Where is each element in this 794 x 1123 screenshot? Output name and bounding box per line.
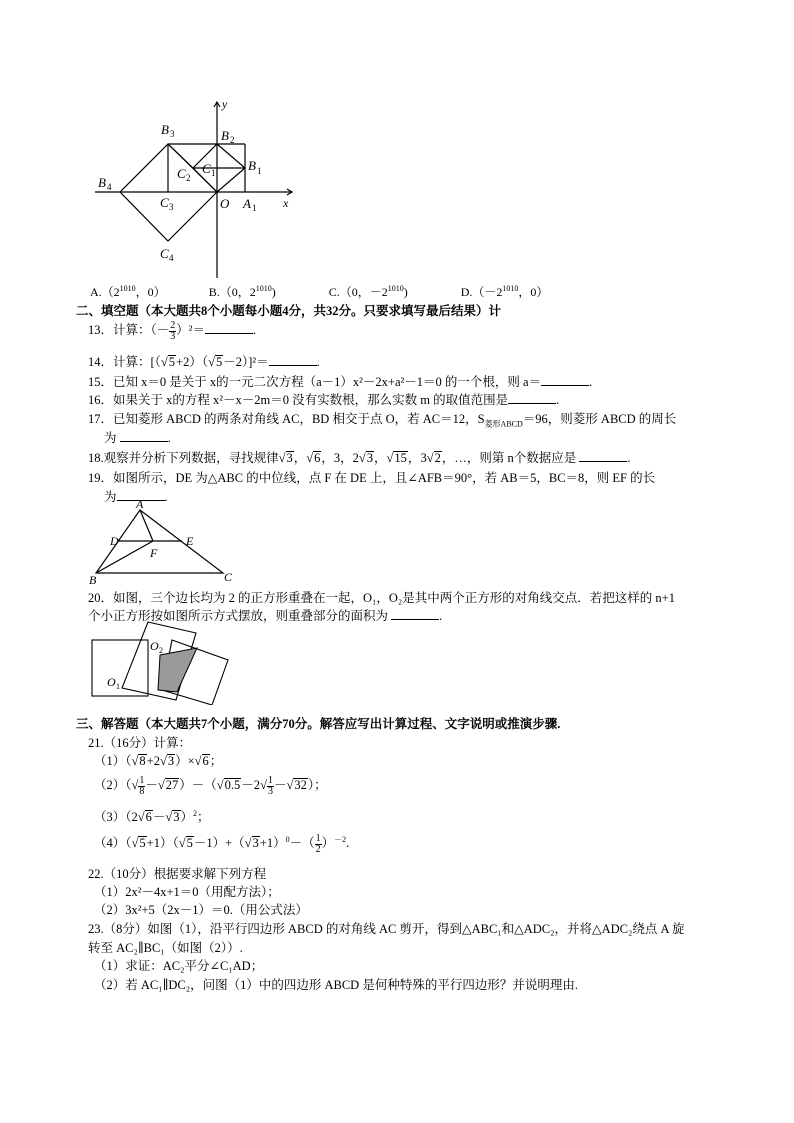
question-22: 22.（10分）根据要求解下列方程 [88,867,267,881]
svg-text:C: C [160,195,169,210]
answer-blank[interactable] [205,323,253,334]
figure-coordinate-squares [90,92,300,282]
svg-text:4: 4 [107,182,112,192]
question-19: 19．如图所示，DE 为△ABC 的中位线，点 F 在 DE 上，且∠AFB＝90°，若 AB＝5，BC＝8，则 EF 的长 [88,471,656,485]
q21-part3: $(3)(2√6-√3)^2$； [94,808,210,824]
answer-blank[interactable] [541,375,589,386]
svg-text:2: 2 [159,646,163,655]
svg-text:4: 4 [169,253,174,263]
svg-text:B: B [248,158,256,173]
figure-overlapping-squares [88,620,238,705]
svg-text:O: O [150,639,159,653]
option-a: $A.(2^{1010}$，0） [90,284,166,299]
question-23-line2: 转至 AC₂∥BC₁（如图（2））. [88,941,243,955]
svg-text:A: A [243,196,251,211]
svg-text:O: O [107,675,116,689]
svg-text:C: C [224,570,233,584]
figure-triangle [88,498,238,588]
option-b: B.（0，$2^{1010}$) [208,284,276,299]
q23-part1: （1）求证：AC₂平分∠C₁AD； [94,959,264,973]
svg-text:D: D [110,534,119,548]
question-16: 16．如果关于 x的方程 x²－x－2m＝0 没有实数根，那么实数 m 的取值范围是 . [88,393,560,407]
svg-text:1: 1 [257,166,262,176]
svg-text:B: B [98,175,106,190]
svg-text:C: C [202,161,211,176]
option-d: $D.(-2^{1010}$，0） [460,284,549,299]
svg-text:B: B [89,573,97,587]
answer-blank[interactable] [579,451,627,462]
question-23: 23.（8分）如图（1），沿平行四边形 ABCD 的对角线 AC 剪开，得到△ABC₁和△ADC₂，并将△ADC₂绕点 A 旋 [88,922,685,936]
q12-options [90,283,548,300]
answer-blank[interactable] [391,609,439,620]
svg-text:A: A [136,498,144,511]
answer-blank[interactable] [269,355,317,366]
answer-blank[interactable] [120,431,168,442]
svg-text:C: C [160,246,169,261]
svg-text:C: C [177,166,186,181]
svg-text:3: 3 [169,202,174,212]
q23-part2: （2）若 AC₁∥DC₂，问图（1）中的四边形 ABCD 是何种特殊的平行四边形？并说明理由. [94,978,578,992]
question-20: 20．如图，三个边长均为 2 的正方形重叠在一起，O₁，O₂是其中两个正方形的对角线交点．若把这样的 n+1 [88,591,675,605]
question-14: 14．计算：[（√5+2）（√5－2）]²＝ . [88,355,320,369]
q21-part2: （2）（√ $\frac{1}{8}$ －√27）－（√0.5－2√ $\frac{1}{3}$ －√32）； [94,774,327,797]
answer-blank[interactable] [508,393,556,404]
question-13: 13．计算：（－ $\frac{2}{3}$ ）²＝ . [88,319,257,342]
question-18: 18.观察并分析下列数据，寻找规律√3，√6，3，2√3，√15，3√2，…，则第 n个数据应是 . [88,451,631,465]
svg-text:F: F [150,546,158,560]
question-19-line2: 为 . [104,490,168,504]
svg-text:1: 1 [252,203,257,213]
question-21: 21.（16分）计算： [88,736,192,750]
svg-text:3: 3 [170,129,175,139]
section-3-title: 三、解答题（本大题共7个小题，满分70分。解答应写出计算过程、文字说明或推演步骤. [76,717,561,731]
overlap-shaded-region [158,648,197,692]
question-17-line2: 为 . [104,431,171,445]
svg-text:2: 2 [230,135,235,145]
section-2-title: 二、填空题（本大题共8个小题每小题4分，共32分。只要求填写最后结果）计 [76,304,502,318]
svg-text:B: B [221,128,229,143]
svg-text:1: 1 [211,168,216,178]
q22-part1: （1）2x²－4x+1＝0（用配方法）； [94,885,280,899]
label-x: x [283,196,289,210]
q21-part1: （1）（√8+2√3）×√6； [94,754,223,768]
question-15: 15．已知 x＝0 是关于 x的一元二次方程（a－1）x²－2x+a²－1＝0 的一个根，则 a＝ . [88,375,593,389]
svg-text:E: E [186,534,194,548]
q21-part4: $(4)(√5+1)(√5-1)+(√3+1)^0-$（ $\frac{1}{2}$ ）$^{-2}$. [94,832,350,855]
question-20-line2: 个小正方形按如图所示方式摆放，则重叠部分的面积为 . [88,609,443,623]
q22-part2: （2）3x²+5（2x－1）＝0.（用公式法） [94,903,308,917]
label-y: y [222,97,228,111]
svg-text:2: 2 [186,173,191,183]
label-O: O [220,196,230,211]
svg-text:B: B [161,122,169,137]
question-17: 17．已知菱形 ABCD 的两条对角线 AC，BD 相交于点 O，若 AC＝12，$S_{菱形ABCD}=96$，则菱形 ABCD 的周长 [88,412,677,429]
svg-text:1: 1 [116,682,120,691]
option-c: C.（0，$-2^{1010}$) [328,284,408,299]
